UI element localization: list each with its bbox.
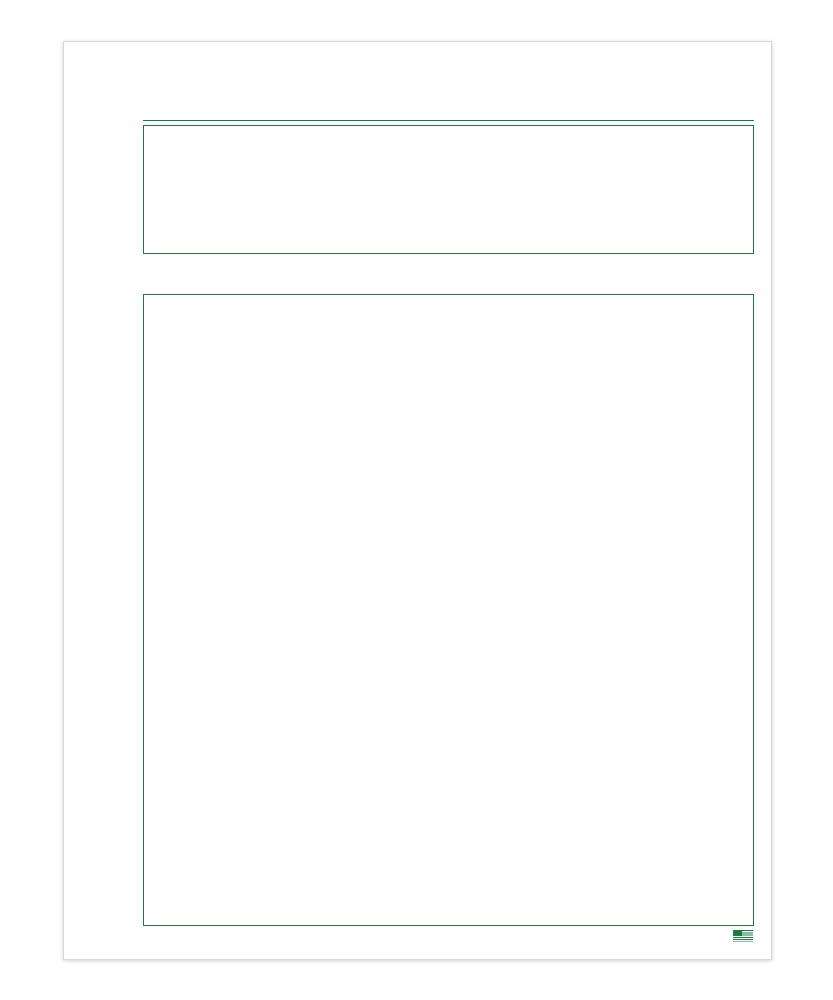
outstanding-checks-grid bbox=[143, 294, 754, 926]
bank-date-line bbox=[143, 120, 754, 121]
reconciliation-box bbox=[143, 125, 754, 254]
us-flag-icon bbox=[733, 930, 753, 942]
